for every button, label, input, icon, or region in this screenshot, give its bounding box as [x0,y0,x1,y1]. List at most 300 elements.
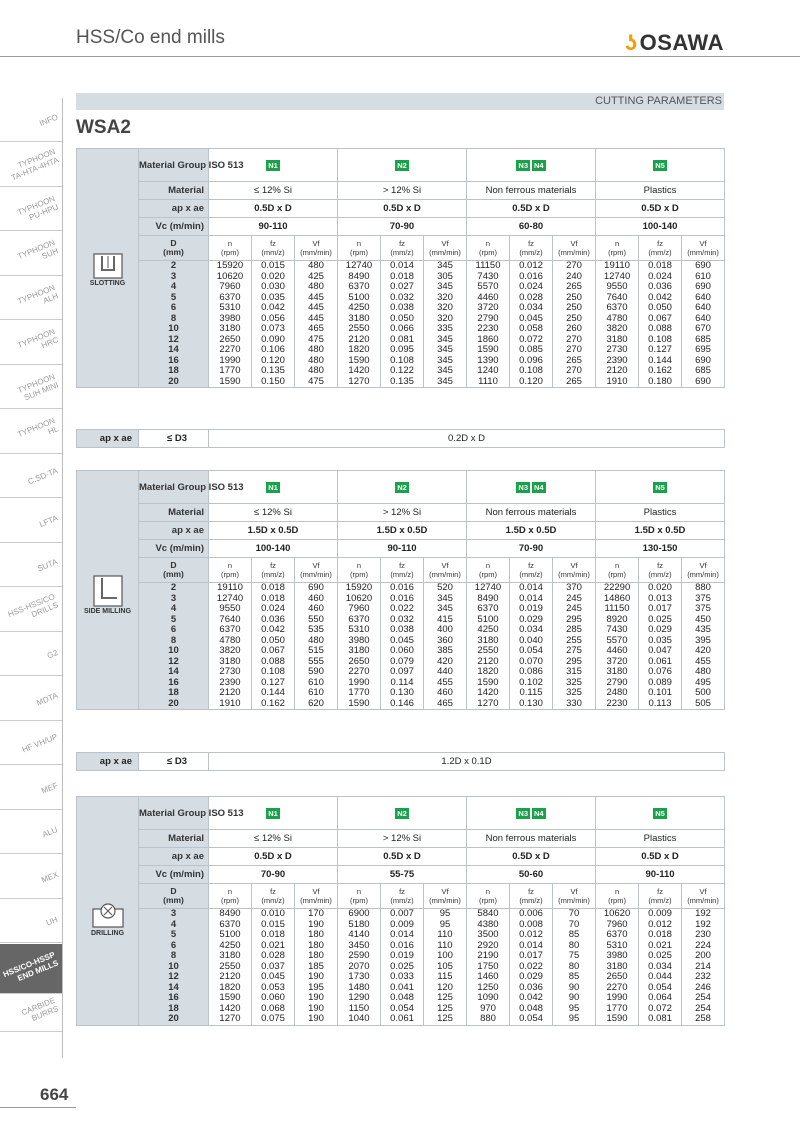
value-cell: 75 [553,951,596,962]
value-cell: 0.066 [381,324,424,335]
feed-rate-header [424,884,467,909]
iso-group-n5 [596,797,725,830]
material-group-label: Material Group ISO 513 [139,797,209,830]
feed-per-tooth-header-label: fz [528,887,534,896]
drilling-icon [87,901,129,929]
value-cell: 0.009 [639,909,682,920]
iso-badge-n5: N5 [655,160,665,170]
value-cell: 190 [295,1004,338,1015]
diameter-cell: 8 [139,314,209,325]
value-cell: 10620 [596,909,639,920]
value-cell: 0.060 [252,993,295,1004]
iso-badge-n3: N3 [518,482,529,492]
sidebar-item-hss-hss-co-drills[interactable] [0,588,62,632]
sidebar-item-label: MDTA [35,690,60,708]
material-value: Plastics [596,182,725,200]
value-cell: 0.054 [639,983,682,994]
value-cell: 1990 [338,678,381,689]
feed-per-tooth-header-unit: (mm/z) [390,248,414,257]
value-cell: 345 [424,282,467,293]
value-cell: 80 [553,941,596,952]
value-cell: 2790 [467,314,510,325]
vc-value: 90-110 [209,218,338,236]
diameter-header-unit: (mm) [163,569,184,579]
material-value: ≤ 12% Si [209,830,338,848]
value-cell: 2070 [338,962,381,973]
value-cell: 445 [295,293,338,304]
feed-per-tooth-header-label: fz [270,887,276,896]
sidebar-item-g2[interactable] [0,632,62,676]
feed-rate-header [553,884,596,909]
value-cell: 0.072 [510,335,553,346]
value-cell: 4460 [467,293,510,304]
value-cell: 0.045 [252,972,295,983]
value-cell: 445 [295,303,338,314]
value-cell: 0.054 [510,1014,553,1025]
value-cell: 246 [682,983,725,994]
apae-label: ap x ae [139,200,209,218]
value-cell: 192 [682,909,725,920]
value-cell: 250 [553,303,596,314]
feed-rate-header-label: Vf [570,887,578,896]
value-cell: 2230 [596,699,639,710]
value-cell: 480 [295,366,338,377]
value-cell: 0.042 [252,625,295,636]
feed-per-tooth-header [252,884,295,909]
value-cell: 7430 [596,625,639,636]
value-cell: 3180 [338,646,381,657]
value-cell: 0.150 [252,377,295,388]
value-cell: 90 [553,983,596,994]
section-title: CUTTING PARAMETERS [76,93,724,110]
value-cell: 0.073 [252,324,295,335]
value-cell: 0.097 [381,667,424,678]
iso-group-n3-n4 [467,471,596,504]
diameter-header-unit: (mm) [163,247,184,257]
feed-per-tooth-header [381,236,424,261]
feed-per-tooth-header-label: fz [528,239,534,248]
table-row [77,667,725,678]
feed-per-tooth-header [381,558,424,583]
value-cell: 4780 [596,314,639,325]
value-cell: 0.014 [510,941,553,952]
value-cell: 0.045 [381,636,424,647]
apae-value: 0.5D x D [596,200,725,218]
value-cell: 3180 [209,951,252,962]
speed-header-label: n [356,561,362,570]
speed-header-unit: (rpm) [221,896,239,905]
sidebar-item-alu[interactable] [0,810,62,854]
value-cell: 270 [553,261,596,272]
sidebar-item-mex[interactable] [0,855,62,899]
value-cell: 1390 [467,356,510,367]
value-cell: 460 [295,594,338,605]
value-cell: 0.014 [381,261,424,272]
value-cell: 475 [295,335,338,346]
value-cell: 5180 [338,920,381,931]
value-cell: 5100 [467,615,510,626]
sidebar-item-typhoon-suh[interactable] [0,232,62,276]
diameter-cell: 6 [139,625,209,636]
value-cell: 1480 [338,983,381,994]
value-cell: 445 [295,314,338,325]
value-cell: 880 [682,583,725,594]
value-cell: 2550 [338,324,381,335]
sidebar-item-label: TYPHOON HL [16,415,61,440]
value-cell: 12740 [338,261,381,272]
value-cell: 7640 [596,293,639,304]
footer-apae-label: ap x ae [77,430,139,448]
value-cell: 0.028 [252,951,295,962]
value-cell: 0.032 [381,615,424,626]
value-cell: 4780 [209,636,252,647]
feed-per-tooth-header-label: fz [399,561,405,570]
sidebar-item-hss-co-hssp-end-mills[interactable] [0,944,62,994]
value-cell: 0.056 [252,314,295,325]
diameter-header [139,884,209,909]
value-cell: 19110 [596,261,639,272]
iso-badge-n1: N1 [268,482,278,492]
value-cell: 254 [682,1004,725,1015]
diameter-cell: 3 [139,909,209,920]
value-cell: 0.067 [639,314,682,325]
feed-rate-header-unit: (mm/min) [300,248,332,257]
feed-rate-header-unit: (mm/min) [429,248,461,257]
value-cell: 285 [553,625,596,636]
value-cell: 0.044 [639,972,682,983]
value-cell: 880 [467,1014,510,1025]
feed-rate-header-unit: (mm/min) [687,896,719,905]
value-cell: 345 [424,366,467,377]
sidebar-nav [0,98,62,1058]
speed-header [596,558,639,583]
material-group-label: Material Group ISO 513 [139,471,209,504]
value-cell: 0.036 [252,615,295,626]
value-cell: 0.036 [639,282,682,293]
feed-rate-header [295,558,338,583]
feed-rate-header-unit: (mm/min) [558,570,590,579]
value-cell: 345 [424,345,467,356]
feed-rate-header-label: Vf [441,239,449,248]
diameter-cell: 20 [139,377,209,388]
feed-rate-header [553,558,596,583]
value-cell: 2480 [596,688,639,699]
value-cell: 254 [682,993,725,1004]
value-cell: 0.162 [252,699,295,710]
value-cell: 0.014 [381,930,424,941]
value-cell: 0.079 [381,657,424,668]
value-cell: 3980 [596,951,639,962]
value-cell: 190 [295,993,338,1004]
diameter-header [139,236,209,261]
value-cell: 4250 [467,625,510,636]
value-cell: 0.028 [510,293,553,304]
value-cell: 295 [553,657,596,668]
value-cell: 0.054 [510,646,553,657]
sidebar-item-typhoon-ta-hta-4hta[interactable] [0,143,62,187]
feed-rate-header-label: Vf [699,239,707,248]
sidebar-item-mef[interactable] [0,766,62,810]
value-cell: 425 [295,272,338,283]
value-cell: 4460 [596,646,639,657]
value-cell: 415 [424,615,467,626]
sidebar-item-typhoon-hl[interactable] [0,410,62,454]
value-cell: 8490 [209,909,252,920]
value-cell: 375 [682,604,725,615]
sidebar-item-typhoon-alh[interactable] [0,276,62,320]
speed-header-unit: (rpm) [221,248,239,257]
value-cell: 12740 [467,583,510,594]
iso-badge-n3: N3 [518,160,529,170]
value-cell: 0.068 [252,1004,295,1015]
value-cell: 125 [424,993,467,1004]
side-milling-footer [76,429,725,448]
feed-rate-header [424,558,467,583]
value-cell: 15920 [338,583,381,594]
sidebar-item-carbide-burrs[interactable] [0,988,62,1032]
material-label: Material [139,504,209,522]
value-cell: 2550 [209,962,252,973]
sidebar-item-c-sd-ta[interactable] [0,454,62,498]
diameter-cell: 16 [139,678,209,689]
iso-badge-n1: N1 [268,160,278,170]
value-cell: 5100 [209,930,252,941]
value-cell: 2650 [338,657,381,668]
value-cell: 0.042 [252,303,295,314]
feed-rate-header [424,236,467,261]
diameter-cell: 16 [139,993,209,1004]
value-cell: 230 [682,930,725,941]
value-cell: 0.034 [510,303,553,314]
value-cell: 258 [682,1014,725,1025]
value-cell: 1040 [338,1014,381,1025]
value-cell: 0.045 [510,314,553,325]
value-cell: 0.127 [639,345,682,356]
footer-divider [0,1107,76,1108]
value-cell: 3820 [596,324,639,335]
value-cell: 2650 [209,335,252,346]
material-value: ≤ 12% Si [209,504,338,522]
apae-value: 0.5D x D [467,848,596,866]
value-cell: 125 [424,1014,467,1025]
value-cell: 2120 [467,657,510,668]
value-cell: 0.042 [639,293,682,304]
sidebar-item-hf-vh-up[interactable] [0,721,62,765]
value-cell: 1420 [467,688,510,699]
feed-rate-header-label: Vf [312,239,320,248]
feed-rate-header-label: Vf [312,887,320,896]
table-row [77,583,725,594]
feed-per-tooth-header [639,236,682,261]
speed-header-unit: (rpm) [479,896,497,905]
value-cell: 1770 [338,688,381,699]
value-cell: 2120 [209,688,252,699]
table-row [77,604,725,615]
value-cell: 640 [682,303,725,314]
sidebar-item-label: HSS/CO-HSSP END MILLS [1,950,60,983]
product-code: WSA2 [76,117,131,138]
value-cell: 110 [424,941,467,952]
value-cell: 395 [682,636,725,647]
value-cell: 3180 [209,657,252,668]
sidebar-item-label: TYPHOON TA-HTA-4HTA [9,146,60,183]
value-cell: 455 [682,657,725,668]
diameter-cell: 12 [139,657,209,668]
vc-label: Vc (m/min) [139,218,209,236]
apae-value: 1.5D x 0.5D [338,522,467,540]
value-cell: 610 [295,688,338,699]
brand-logo [625,30,724,56]
speed-header [209,236,252,261]
value-cell: 6370 [209,920,252,931]
value-cell: 0.108 [381,356,424,367]
value-cell: 0.064 [639,993,682,1004]
iso-badge-n4: N4 [534,482,544,492]
speed-header-label: n [227,561,233,570]
value-cell: 1910 [209,699,252,710]
value-cell: 0.108 [639,335,682,346]
iso-group-n5 [596,471,725,504]
value-cell: 1590 [209,993,252,1004]
feed-per-tooth-header [381,884,424,909]
footer-apae-label: ap x ae [77,753,139,771]
vc-value: 50-60 [467,866,596,884]
value-cell: 7960 [209,282,252,293]
value-cell: 0.081 [381,335,424,346]
feed-rate-header-label: Vf [570,239,578,248]
feed-per-tooth-header-label: fz [270,239,276,248]
value-cell: 250 [553,314,596,325]
value-cell: 5570 [467,282,510,293]
value-cell: 95 [553,1004,596,1015]
value-cell: 460 [424,688,467,699]
iso-group-n3-n4 [467,797,596,830]
page-number: 664 [40,1085,69,1104]
value-cell: 480 [295,282,338,293]
value-cell: 1860 [467,335,510,346]
value-cell: 2120 [338,335,381,346]
value-cell: 0.020 [639,583,682,594]
value-cell: 0.144 [252,688,295,699]
value-cell: 0.146 [381,699,424,710]
footer-d3-label: ≤ D3 [139,753,209,771]
sidebar-item-mdta[interactable] [0,677,62,721]
value-cell: 6370 [209,625,252,636]
value-cell: 115 [424,972,467,983]
value-cell: 5100 [338,293,381,304]
value-cell: 0.018 [639,930,682,941]
value-cell: 0.017 [639,604,682,615]
value-cell: 0.042 [510,993,553,1004]
value-cell: 0.034 [639,962,682,973]
iso-group-n5 [596,149,725,182]
sidebar-item-label: CARBIDE BURRS [20,995,61,1023]
value-cell: 1590 [209,377,252,388]
iso-group-n2 [338,149,467,182]
table-row [77,951,725,962]
value-cell: 10620 [338,594,381,605]
feed-per-tooth-header-unit: (mm/z) [390,570,414,579]
speed-header-label: n [485,887,491,896]
value-cell: 265 [553,377,596,388]
value-cell: 1990 [209,356,252,367]
value-cell: 1250 [467,983,510,994]
value-cell: 0.048 [510,1004,553,1015]
value-cell: 200 [682,951,725,962]
value-cell: 0.012 [639,920,682,931]
sidebar-item-typhoon-hrc[interactable] [0,321,62,365]
diameter-header-label: D [170,886,177,896]
value-cell: 0.025 [639,615,682,626]
value-cell: 90 [553,993,596,1004]
diameter-cell: 18 [139,1004,209,1015]
value-cell: 195 [295,983,338,994]
diameter-cell: 14 [139,983,209,994]
value-cell: 535 [295,625,338,636]
value-cell: 345 [424,356,467,367]
value-cell: 0.048 [381,993,424,1004]
value-cell: 970 [467,1004,510,1015]
value-cell: 19110 [209,583,252,594]
value-cell: 0.085 [510,345,553,356]
sidebar-item-lfta[interactable] [0,499,62,543]
value-cell: 0.058 [510,324,553,335]
sidebar-item-typhoon-suh-mini[interactable] [0,365,62,409]
value-cell: 3820 [209,646,252,657]
value-cell: 1750 [467,962,510,973]
sidebar-item-label: LFTA [38,513,60,529]
value-cell: 0.120 [252,356,295,367]
sidebar-item-label: ALU [41,825,60,840]
value-cell: 105 [424,962,467,973]
value-cell: 1270 [338,377,381,388]
sidebar-divider [62,98,63,1058]
apae-value: 1.5D x 0.5D [209,522,338,540]
sidebar-item-typhoon-pu-hpu[interactable] [0,187,62,231]
material-value: > 12% Si [338,830,467,848]
value-cell: 0.114 [381,678,424,689]
value-cell: 0.053 [252,983,295,994]
iso-badge-n4: N4 [534,160,544,170]
value-cell: 2790 [596,678,639,689]
iso-badge-n5: N5 [655,482,665,492]
feed-per-tooth-header-unit: (mm/z) [261,570,285,579]
value-cell: 1270 [209,1014,252,1025]
material-value: Plastics [596,830,725,848]
footer-apae-value: 0.2D x D [209,430,725,448]
value-cell: 0.029 [639,625,682,636]
sidebar-item-suta[interactable] [0,543,62,587]
value-cell: 480 [295,636,338,647]
value-cell: 0.016 [381,583,424,594]
value-cell: 0.070 [510,657,553,668]
value-cell: 690 [682,261,725,272]
value-cell: 0.113 [639,699,682,710]
sidebar-item-info[interactable] [0,98,62,142]
table-row [77,930,725,941]
value-cell: 3500 [467,930,510,941]
feed-rate-header-label: Vf [312,561,320,570]
value-cell: 690 [682,282,725,293]
vc-value: 130-150 [596,540,725,558]
value-cell: 190 [295,920,338,931]
sidebar-item-uh[interactable] [0,899,62,943]
diameter-cell: 8 [139,636,209,647]
vc-value: 100-140 [596,218,725,236]
feed-per-tooth-header-unit: (mm/z) [648,248,672,257]
value-cell: 440 [424,667,467,678]
value-cell: 0.012 [510,261,553,272]
